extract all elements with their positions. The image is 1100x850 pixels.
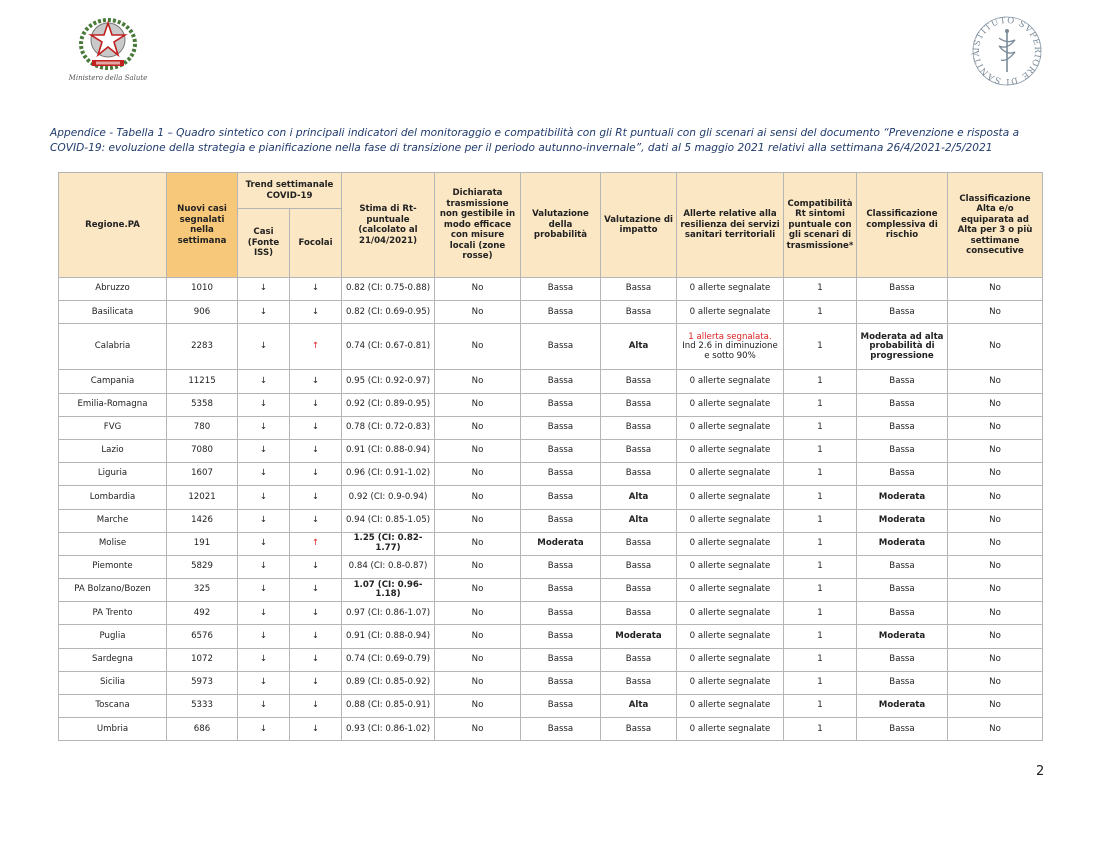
- classification-cell: Moderata: [857, 695, 948, 718]
- rt-cell: 0.92 (CI: 0.89-0.95): [342, 393, 435, 416]
- trend-cases-cell: ↓: [238, 671, 290, 694]
- new-cases-cell: 5973: [167, 671, 238, 694]
- impact-cell: Bassa: [601, 718, 677, 741]
- trend-outbreaks-cell: ↓: [290, 370, 342, 393]
- rt-cell: 0.84 (CI: 0.8-0.87): [342, 555, 435, 578]
- compat-cell: 1: [784, 486, 857, 509]
- region-cell: Lazio: [59, 439, 167, 462]
- declared-cell: No: [435, 648, 521, 671]
- alerts-cell: 0 allerte segnalate: [677, 718, 784, 741]
- trend-outbreaks-cell: ↓: [290, 486, 342, 509]
- new-cases-cell: 12021: [167, 486, 238, 509]
- declared-cell: No: [435, 486, 521, 509]
- region-cell: Molise: [59, 532, 167, 555]
- rt-cell: 0.74 (CI: 0.69-0.79): [342, 648, 435, 671]
- header-impact: Valutazione di impatto: [601, 173, 677, 278]
- table-row: [59, 648, 1043, 671]
- trend-cases-cell: ↓: [238, 602, 290, 625]
- impact-cell: Alta: [601, 695, 677, 718]
- rt-cell: 1.07 (CI: 0.96-1.18): [342, 579, 435, 602]
- declared-cell: No: [435, 439, 521, 462]
- rt-cell: 0.97 (CI: 0.86-1.07): [342, 602, 435, 625]
- region-cell: Campania: [59, 370, 167, 393]
- impact-cell: Bassa: [601, 439, 677, 462]
- alert-detail-text: Ind 2.6 in diminuzione e sotto 90%: [682, 341, 778, 361]
- trend-cases-cell: ↓: [238, 393, 290, 416]
- probability-cell: Bassa: [521, 324, 601, 370]
- alerts-cell: 0 allerte segnalate: [677, 532, 784, 555]
- alerts-cell: 0 allerte segnalate: [677, 625, 784, 648]
- compat-cell: 1: [784, 439, 857, 462]
- trend-outbreaks-cell: ↓: [290, 463, 342, 486]
- classification-cell: Bassa: [857, 579, 948, 602]
- compat-cell: 1: [784, 463, 857, 486]
- impact-cell: Bassa: [601, 301, 677, 324]
- compat-cell: 1: [784, 370, 857, 393]
- compat-cell: 1: [784, 671, 857, 694]
- region-cell: Umbria: [59, 718, 167, 741]
- equiv-cell: No: [948, 555, 1043, 578]
- classification-cell: Bassa: [857, 648, 948, 671]
- compat-cell: 1: [784, 579, 857, 602]
- declared-cell: No: [435, 278, 521, 301]
- trend-outbreaks-cell: ↓: [290, 648, 342, 671]
- rt-cell: 0.88 (CI: 0.85-0.91): [342, 695, 435, 718]
- alerts-cell: 0 allerte segnalate: [677, 602, 784, 625]
- trend-outbreaks-cell: ↓: [290, 671, 342, 694]
- alerts-cell: 0 allerte segnalate: [677, 671, 784, 694]
- alert-warning-text: 1 allerta segnalata.: [688, 331, 772, 342]
- table-row: [59, 370, 1043, 393]
- compat-cell: 1: [784, 532, 857, 555]
- declared-cell: No: [435, 532, 521, 555]
- page-number: 2: [1036, 764, 1045, 779]
- trend-cases-cell: ↓: [238, 648, 290, 671]
- region-cell: Toscana: [59, 695, 167, 718]
- trend-cases-cell: ↓: [238, 463, 290, 486]
- classification-cell: Bassa: [857, 439, 948, 462]
- compat-cell: 1: [784, 625, 857, 648]
- equiv-cell: No: [948, 324, 1043, 370]
- probability-cell: Bassa: [521, 393, 601, 416]
- declared-cell: No: [435, 579, 521, 602]
- new-cases-cell: 686: [167, 718, 238, 741]
- probability-cell: Moderata: [521, 532, 601, 555]
- trend-outbreaks-cell: ↓: [290, 416, 342, 439]
- iss-seal-text: ISTITUTO SVPERIORE DI SANITÀ: [971, 15, 1043, 87]
- declared-cell: No: [435, 463, 521, 486]
- probability-cell: Bassa: [521, 463, 601, 486]
- impact-cell: Bassa: [601, 370, 677, 393]
- probability-cell: Bassa: [521, 602, 601, 625]
- alerts-cell: 0 allerte segnalate: [677, 393, 784, 416]
- region-cell: PA Trento: [59, 602, 167, 625]
- compat-cell: 1: [784, 602, 857, 625]
- trend-cases-cell: ↓: [238, 695, 290, 718]
- table-caption: Appendice - Tabella 1 – Quadro sintetico con i principali indicatori del monitoraggio e compatibilità con gli Rt puntuali con gli scenari ai sensi del documento “Prevenzione e risposta a COVID-19: evoluzione della strategia e pianificazione nella fase di transizione per il periodo autunno-invernale”, dati al 5 maggio 2021 relativi alla settimana 26/4/2021-2/5/2021: [50, 127, 1020, 154]
- header-alerts: Allerte relative alla resilienza dei servizi sanitari territoriali: [677, 173, 784, 278]
- region-cell: Puglia: [59, 625, 167, 648]
- classification-cell: Moderata: [857, 625, 948, 648]
- monitoring-table: [58, 172, 1043, 741]
- rt-cell: 0.78 (CI: 0.72-0.83): [342, 416, 435, 439]
- italian-emblem-icon: [78, 10, 138, 72]
- table-row: [59, 718, 1043, 741]
- declared-cell: No: [435, 301, 521, 324]
- declared-cell: No: [435, 602, 521, 625]
- rt-cell: 0.91 (CI: 0.88-0.94): [342, 625, 435, 648]
- impact-cell: Bassa: [601, 532, 677, 555]
- region-cell: Liguria: [59, 463, 167, 486]
- equiv-cell: No: [948, 625, 1043, 648]
- table-row: [59, 602, 1043, 625]
- ministry-logo: [62, 10, 154, 90]
- trend-outbreaks-cell: ↓: [290, 579, 342, 602]
- new-cases-cell: 780: [167, 416, 238, 439]
- header-trend-cases: Casi (Fonte ISS): [238, 209, 290, 278]
- compat-cell: 1: [784, 555, 857, 578]
- trend-cases-cell: ↓: [238, 509, 290, 532]
- alerts-cell: 0 allerte segnalate: [677, 439, 784, 462]
- classification-cell: Bassa: [857, 555, 948, 578]
- trend-cases-cell: ↓: [238, 718, 290, 741]
- classification-cell: Moderata: [857, 532, 948, 555]
- trend-outbreaks-cell: ↓: [290, 301, 342, 324]
- trend-outbreaks-cell: ↓: [290, 393, 342, 416]
- alerts-cell: [677, 324, 784, 370]
- compat-cell: 1: [784, 648, 857, 671]
- new-cases-cell: 1607: [167, 463, 238, 486]
- declared-cell: No: [435, 718, 521, 741]
- table-row: [59, 324, 1043, 370]
- table-row: [59, 278, 1043, 301]
- compat-cell: 1: [784, 278, 857, 301]
- declared-cell: No: [435, 671, 521, 694]
- classification-cell: Bassa: [857, 416, 948, 439]
- trend-outbreaks-cell: ↓: [290, 278, 342, 301]
- impact-cell: Bassa: [601, 671, 677, 694]
- region-cell: Basilicata: [59, 301, 167, 324]
- equiv-cell: No: [948, 301, 1043, 324]
- table-row: [59, 486, 1043, 509]
- classification-cell: Bassa: [857, 602, 948, 625]
- compat-cell: 1: [784, 695, 857, 718]
- table-row: [59, 695, 1043, 718]
- declared-cell: No: [435, 393, 521, 416]
- header-trend: Trend settimanale COVID-19: [238, 173, 342, 209]
- probability-cell: Bassa: [521, 718, 601, 741]
- probability-cell: Bassa: [521, 579, 601, 602]
- classification-cell: Bassa: [857, 463, 948, 486]
- declared-cell: No: [435, 695, 521, 718]
- impact-cell: Bassa: [601, 579, 677, 602]
- rt-cell: 0.96 (CI: 0.91-1.02): [342, 463, 435, 486]
- trend-cases-cell: ↓: [238, 625, 290, 648]
- table-row: [59, 555, 1043, 578]
- equiv-cell: No: [948, 695, 1043, 718]
- impact-cell: Moderata: [601, 625, 677, 648]
- probability-cell: Bassa: [521, 671, 601, 694]
- rt-cell: 0.89 (CI: 0.85-0.92): [342, 671, 435, 694]
- region-cell: Piemonte: [59, 555, 167, 578]
- header-probability: Valutazione della probabilità: [521, 173, 601, 278]
- new-cases-cell: 191: [167, 532, 238, 555]
- header-region: Regione.PA: [59, 173, 167, 278]
- new-cases-cell: 11215: [167, 370, 238, 393]
- ministry-label: Ministero della Salute: [68, 74, 148, 82]
- new-cases-cell: 906: [167, 301, 238, 324]
- region-cell: Emilia-Romagna: [59, 393, 167, 416]
- trend-cases-cell: ↓: [238, 555, 290, 578]
- classification-cell: Bassa: [857, 301, 948, 324]
- probability-cell: Bassa: [521, 439, 601, 462]
- alerts-cell: 0 allerte segnalate: [677, 555, 784, 578]
- trend-cases-cell: ↓: [238, 324, 290, 370]
- rt-cell: 0.74 (CI: 0.67-0.81): [342, 324, 435, 370]
- header-classification: Classificazione complessiva di rischio: [857, 173, 948, 278]
- probability-cell: Bassa: [521, 486, 601, 509]
- classification-cell: Bassa: [857, 278, 948, 301]
- trend-cases-cell: ↓: [238, 370, 290, 393]
- table-row: [59, 509, 1043, 532]
- classification-cell: Moderata: [857, 486, 948, 509]
- equiv-cell: No: [948, 278, 1043, 301]
- probability-cell: Bassa: [521, 648, 601, 671]
- header-trend-outbreaks: Focolai: [290, 209, 342, 278]
- impact-cell: Alta: [601, 509, 677, 532]
- trend-cases-cell: ↓: [238, 301, 290, 324]
- trend-outbreaks-cell: ↓: [290, 695, 342, 718]
- impact-cell: Bassa: [601, 463, 677, 486]
- declared-cell: No: [435, 370, 521, 393]
- new-cases-cell: 492: [167, 602, 238, 625]
- region-cell: Sardegna: [59, 648, 167, 671]
- new-cases-cell: 1426: [167, 509, 238, 532]
- equiv-cell: No: [948, 602, 1043, 625]
- region-cell: Sicilia: [59, 671, 167, 694]
- equiv-cell: No: [948, 671, 1043, 694]
- trend-outbreaks-cell: ↓: [290, 555, 342, 578]
- classification-cell: Moderata: [857, 509, 948, 532]
- probability-cell: Bassa: [521, 509, 601, 532]
- new-cases-cell: 5358: [167, 393, 238, 416]
- declared-cell: No: [435, 416, 521, 439]
- equiv-cell: No: [948, 393, 1043, 416]
- table-row: [59, 579, 1043, 602]
- new-cases-cell: 1072: [167, 648, 238, 671]
- equiv-cell: No: [948, 579, 1043, 602]
- rt-cell: 1.25 (CI: 0.82-1.77): [342, 532, 435, 555]
- classification-cell: Moderata ad alta probabilità di progressione: [857, 324, 948, 370]
- trend-outbreaks-cell: ↓: [290, 625, 342, 648]
- table-row: [59, 416, 1043, 439]
- equiv-cell: No: [948, 416, 1043, 439]
- rt-cell: 0.95 (CI: 0.92-0.97): [342, 370, 435, 393]
- rt-cell: 0.93 (CI: 0.86-1.02): [342, 718, 435, 741]
- region-cell: Calabria: [59, 324, 167, 370]
- equiv-cell: No: [948, 509, 1043, 532]
- region-cell: FVG: [59, 416, 167, 439]
- region-cell: Abruzzo: [59, 278, 167, 301]
- alerts-cell: 0 allerte segnalate: [677, 301, 784, 324]
- compat-cell: 1: [784, 416, 857, 439]
- table-row: [59, 301, 1043, 324]
- trend-cases-cell: ↓: [238, 579, 290, 602]
- new-cases-cell: 5829: [167, 555, 238, 578]
- classification-cell: Bassa: [857, 671, 948, 694]
- alerts-cell: 0 allerte segnalate: [677, 370, 784, 393]
- rt-cell: 0.94 (CI: 0.85-1.05): [342, 509, 435, 532]
- alerts-cell: 0 allerte segnalate: [677, 278, 784, 301]
- trend-outbreaks-cell: ↑: [290, 532, 342, 555]
- trend-cases-cell: ↓: [238, 416, 290, 439]
- rt-cell: 0.91 (CI: 0.88-0.94): [342, 439, 435, 462]
- impact-cell: Bassa: [601, 278, 677, 301]
- equiv-cell: No: [948, 532, 1043, 555]
- probability-cell: Bassa: [521, 370, 601, 393]
- trend-outbreaks-cell: ↓: [290, 439, 342, 462]
- svg-text:ISTITUTO SVPERIORE DI SANITÀ: [970, 16, 1042, 86]
- declared-cell: No: [435, 625, 521, 648]
- equiv-cell: No: [948, 463, 1043, 486]
- table-row: [59, 393, 1043, 416]
- probability-cell: Bassa: [521, 301, 601, 324]
- trend-cases-cell: ↓: [238, 532, 290, 555]
- new-cases-cell: 5333: [167, 695, 238, 718]
- probability-cell: Bassa: [521, 416, 601, 439]
- table-row: [59, 625, 1043, 648]
- declared-cell: No: [435, 509, 521, 532]
- trend-outbreaks-cell: ↑: [290, 324, 342, 370]
- iss-seal-icon: [968, 12, 1046, 90]
- impact-cell: Bassa: [601, 602, 677, 625]
- equiv-cell: No: [948, 486, 1043, 509]
- alerts-cell: 0 allerte segnalate: [677, 579, 784, 602]
- compat-cell: 1: [784, 301, 857, 324]
- probability-cell: Bassa: [521, 278, 601, 301]
- alerts-cell: 0 allerte segnalate: [677, 416, 784, 439]
- impact-cell: Bassa: [601, 393, 677, 416]
- equiv-cell: No: [948, 718, 1043, 741]
- trend-outbreaks-cell: ↓: [290, 602, 342, 625]
- classification-cell: Bassa: [857, 370, 948, 393]
- alerts-cell: 0 allerte segnalate: [677, 695, 784, 718]
- alerts-cell: 0 allerte segnalate: [677, 486, 784, 509]
- alerts-cell: 0 allerte segnalate: [677, 648, 784, 671]
- impact-cell: Alta: [601, 324, 677, 370]
- header-declared: Dichiarata trasmissione non gestibile in modo efficace con misure locali (zone rosse): [435, 173, 521, 278]
- impact-cell: Bassa: [601, 555, 677, 578]
- table-row: [59, 463, 1043, 486]
- alerts-cell: 0 allerte segnalate: [677, 509, 784, 532]
- trend-cases-cell: ↓: [238, 439, 290, 462]
- new-cases-cell: 6576: [167, 625, 238, 648]
- header-new-cases: Nuovi casi segnalati nella settimana: [167, 173, 238, 278]
- header-rt: Stima di Rt-puntuale (calcolato al 21/04/2021): [342, 173, 435, 278]
- new-cases-cell: 7080: [167, 439, 238, 462]
- probability-cell: Bassa: [521, 695, 601, 718]
- impact-cell: Bassa: [601, 648, 677, 671]
- classification-cell: Bassa: [857, 393, 948, 416]
- region-cell: PA Bolzano/Bozen: [59, 579, 167, 602]
- iss-logo: [968, 12, 1048, 92]
- declared-cell: No: [435, 324, 521, 370]
- rt-cell: 0.92 (CI: 0.9-0.94): [342, 486, 435, 509]
- probability-cell: Bassa: [521, 555, 601, 578]
- table-row: [59, 439, 1043, 462]
- alerts-cell: 0 allerte segnalate: [677, 463, 784, 486]
- impact-cell: Alta: [601, 486, 677, 509]
- declared-cell: No: [435, 555, 521, 578]
- header-equiv: Classificazione Alta e/o equiparata ad Alta per 3 o più settimane consecutive: [948, 173, 1043, 278]
- trend-cases-cell: ↓: [238, 278, 290, 301]
- equiv-cell: No: [948, 439, 1043, 462]
- equiv-cell: No: [948, 648, 1043, 671]
- classification-cell: Bassa: [857, 718, 948, 741]
- compat-cell: 1: [784, 718, 857, 741]
- rt-cell: 0.82 (CI: 0.69-0.95): [342, 301, 435, 324]
- compat-cell: 1: [784, 509, 857, 532]
- impact-cell: Bassa: [601, 416, 677, 439]
- compat-cell: 1: [784, 324, 857, 370]
- new-cases-cell: 1010: [167, 278, 238, 301]
- trend-outbreaks-cell: ↓: [290, 509, 342, 532]
- equiv-cell: No: [948, 370, 1043, 393]
- table-row: [59, 671, 1043, 694]
- rt-cell: 0.82 (CI: 0.75-0.88): [342, 278, 435, 301]
- trend-outbreaks-cell: ↓: [290, 718, 342, 741]
- trend-cases-cell: ↓: [238, 486, 290, 509]
- header-compat: Compatibilità Rt sintomi puntuale con gli scenari di trasmissione*: [784, 173, 857, 278]
- new-cases-cell: 2283: [167, 324, 238, 370]
- table-row: [59, 532, 1043, 555]
- probability-cell: Bassa: [521, 625, 601, 648]
- new-cases-cell: 325: [167, 579, 238, 602]
- compat-cell: 1: [784, 393, 857, 416]
- region-cell: Marche: [59, 509, 167, 532]
- region-cell: Lombardia: [59, 486, 167, 509]
